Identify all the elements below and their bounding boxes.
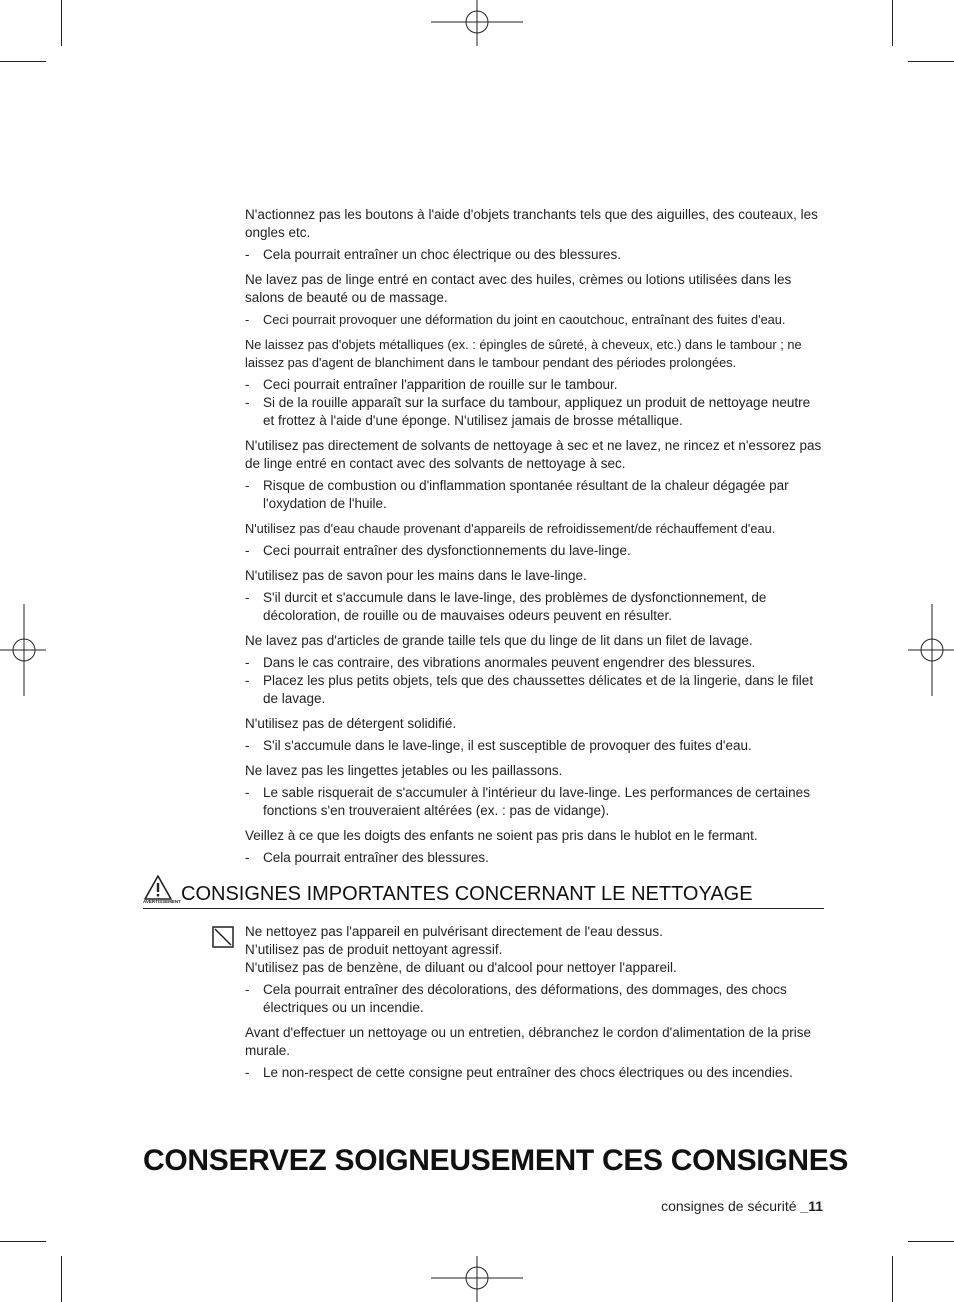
- section-header: [143, 872, 824, 909]
- registration-mark-right: [908, 604, 954, 696]
- instruction-block: [245, 827, 825, 867]
- bullet-item: - Risque de combustion ou d'inflammation spontanée résultant de la chaleur dégagée par l'oxydation de l'huile.: [245, 478, 789, 511]
- bullet-text: Le non-respect de cette consigne peut entraîner des chocs électriques ou des incendies.: [263, 1065, 793, 1080]
- bullet-item: - S'il durcit et s'accumule dans le lave-linge, des problèmes de dysfonctionnement, de décoloration, de rouille ou de mauvaises odeurs peuvent en résulter.: [245, 590, 767, 623]
- instruction-text: Ne lavez pas les lingettes jetables ou les paillassons.: [245, 763, 563, 778]
- bullet-text: Ceci pourrait provoquer une déformation du joint en caoutchouc, entraînant des fuites d'eau.: [263, 312, 786, 327]
- instruction-text: N'utilisez pas directement de solvants de nettoyage à sec et ne lavez, ne rincez et n'essorez pas de linge entré en contact avec des solvants de nettoyage à sec.: [245, 438, 822, 471]
- page-heading: CONSERVEZ SOIGNEUSEMENT CES CONSIGNES: [143, 1144, 849, 1177]
- instruction-block: [245, 632, 825, 708]
- bullet-text: Risque de combustion ou d'inflammation spontanée résultant de la chaleur dégagée par l'oxydation de l'huile.: [263, 478, 789, 511]
- crop-mark: [0, 1241, 46, 1242]
- bullet-text: Cela pourrait entraîner des décolorations, des déformations, des dommages, des chocs électriques ou un incendie.: [263, 982, 787, 1015]
- bullet-item: - Ceci pourrait entraîner l'apparition de rouille sur le tambour.: [245, 377, 618, 392]
- bullet-text: Placez les plus petits objets, tels que des chaussettes délicates et de la lingerie, dans le filet de lavage.: [263, 673, 814, 706]
- bullet-item: - Ceci pourrait provoquer une déformation du joint en caoutchouc, entraînant des fuites d'eau.: [245, 312, 786, 327]
- instruction-block: [245, 567, 825, 625]
- bullet-text: S'il durcit et s'accumule dans le lave-linge, des problèmes de dysfonctionnement, de décoloration, de rouille ou de mauvaises odeurs peuvent en résulter.: [263, 590, 767, 623]
- instruction-block: [245, 206, 825, 264]
- bullet-text: Dans le cas contraire, des vibrations anormales peuvent engendrer des blessures.: [263, 655, 756, 670]
- bullet-item: - Ceci pourrait entraîner des dysfonctionnements du lave-linge.: [245, 543, 631, 558]
- registration-mark-top: [431, 0, 523, 46]
- cleaning-instructions: [245, 923, 825, 1082]
- instruction-text: Ne lavez pas d'articles de grande taille tels que du linge de lit dans un filet de lavage.: [245, 633, 753, 648]
- instruction-block: [245, 762, 825, 820]
- prohibition-icon: [212, 926, 234, 948]
- instruction-block: [245, 271, 825, 329]
- section-title: CONSIGNES IMPORTANTES CONCERNANT LE NETTOYAGE: [181, 883, 753, 905]
- instruction-text: N'utilisez pas de savon pour les mains dans le lave-linge.: [245, 568, 587, 583]
- bullet-item: - S'il s'accumule dans le lave-linge, il est susceptible de provoquer des fuites d'eau.: [245, 738, 752, 753]
- crop-mark: [0, 61, 46, 62]
- crop-mark: [908, 1241, 954, 1242]
- instruction-block: [245, 437, 825, 513]
- bullet-item: - Cela pourrait entraîner un choc électrique ou des blessures.: [245, 247, 621, 262]
- bullet-text: Le sable risquerait de s'accumuler à l'intérieur du lave-linge. Les performances de certaines fonctions s'en trouveraient altérées (ex. : pas de vidange).: [263, 785, 810, 818]
- bullet-item: - Le sable risquerait de s'accumuler à l'intérieur du lave-linge. Les performances de certaines fonctions s'en trouveraient altérées (ex. : pas de vidange).: [245, 785, 810, 818]
- bullet-text: Ceci pourrait entraîner des dysfonctionnements du lave-linge.: [263, 543, 631, 558]
- crop-mark: [892, 0, 893, 46]
- bullet-item: - Cela pourrait entraîner des blessures.: [245, 850, 489, 865]
- instruction-block: [245, 715, 825, 755]
- bullet-item: - Placez les plus petits objets, tels que des chaussettes délicates et de la lingerie, dans le filet de lavage.: [245, 673, 814, 706]
- instruction-line: Ne nettoyez pas l'appareil en pulvérisant directement de l'eau dessus.: [245, 924, 663, 939]
- bullet-text: Si de la rouille apparaît sur la surface du tambour, appliquez un produit de nettoyage neutre et frottez à l'aide d'une éponge. N'utilisez jamais de brosse métallique.: [263, 395, 811, 428]
- instruction-text: N'utilisez pas de détergent solidifié.: [245, 716, 457, 731]
- instruction-text: Ne lavez pas de linge entré en contact avec des huiles, crèmes ou lotions utilisées dans les salons de beauté ou de massage.: [245, 272, 792, 305]
- crop-mark: [61, 1256, 62, 1302]
- bullet-item: - Si de la rouille apparaît sur la surface du tambour, appliquez un produit de nettoyage neutre et frottez à l'aide d'une éponge. N'utilisez jamais de brosse métallique.: [245, 395, 811, 428]
- crop-mark: [892, 1256, 893, 1302]
- instruction-line: N'utilisez pas de benzène, de diluant ou d'alcool pour nettoyer l'appareil.: [245, 960, 677, 975]
- crop-mark: [908, 61, 954, 62]
- bullet-item: - Le non-respect de cette consigne peut entraîner des chocs électriques ou des incendies.: [245, 1065, 793, 1080]
- instruction-text: Ne laissez pas d'objets métalliques (ex. : épingles de sûreté, à cheveux, etc.) dans le tambour ; ne laissez pas d'agent de blanchiment dans le tambour pendant des périodes prolongées.: [245, 337, 802, 370]
- bullet-item: - Dans le cas contraire, des vibrations anormales peuvent engendrer des blessures.: [245, 655, 756, 670]
- instruction-block: [245, 520, 825, 560]
- bullet-item: - Cela pourrait entraîner des décolorations, des déformations, des dommages, des chocs électriques ou un incendie.: [245, 982, 787, 1015]
- bullet-text: Cela pourrait entraîner un choc électrique ou des blessures.: [263, 247, 621, 262]
- crop-mark: [61, 0, 62, 46]
- instruction-line: N’utilisez pas de produit nettoyant agressif.: [245, 942, 503, 957]
- footer-label: consignes de sécurité: [661, 1198, 797, 1214]
- registration-mark-bottom: [431, 1256, 523, 1302]
- page-number: _11: [800, 1198, 823, 1214]
- page-footer: [661, 1197, 823, 1215]
- bullet-text: Ceci pourrait entraîner l'apparition de rouille sur le tambour.: [263, 377, 618, 392]
- instruction-block: [245, 336, 825, 430]
- safety-instructions: [245, 206, 825, 874]
- instruction-text: N'utilisez pas d'eau chaude provenant d'appareils de refroidissement/de réchauffement d'eau.: [245, 521, 776, 536]
- warning-icon-label: AVERTISSEMENT: [143, 899, 181, 904]
- instruction-text: Avant d'effectuer un nettoyage ou un entretien, débranchez le cordon d'alimentation de la prise murale.: [245, 1025, 812, 1058]
- bullet-text: S'il s'accumule dans le lave-linge, il est susceptible de provoquer des fuites d'eau.: [263, 738, 752, 753]
- instruction-text: N'actionnez pas les boutons à l'aide d'objets tranchants tels que des aiguilles, des couteaux, les ongles etc.: [245, 207, 818, 240]
- instruction-text: Veillez à ce que les doigts des enfants ne soient pas pris dans le hublot en le fermant.: [245, 828, 758, 843]
- bullet-text: Cela pourrait entraîner des blessures.: [263, 850, 489, 865]
- registration-mark-left: [0, 604, 46, 696]
